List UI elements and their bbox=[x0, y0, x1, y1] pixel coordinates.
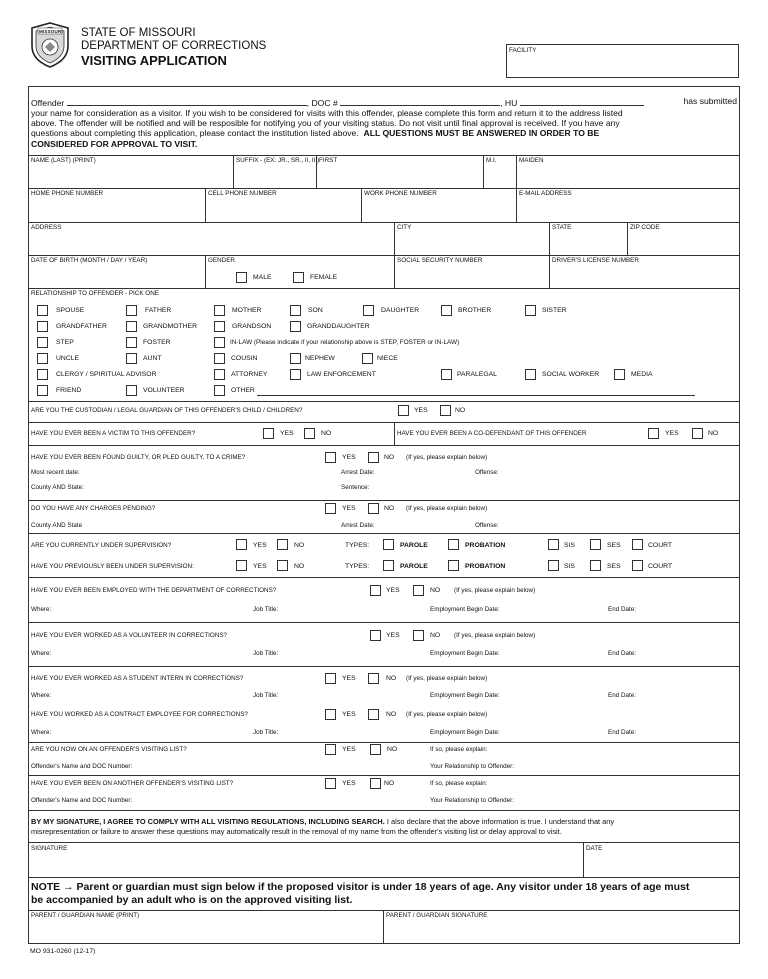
signature-statement-line2: misrepresentation or failure to answer these questions may automatically result in the removal of my name from the offender's visiting list or delay approval to visit. bbox=[31, 826, 562, 836]
brother-label: BROTHER bbox=[458, 307, 492, 314]
victim-no-label: NO bbox=[321, 430, 332, 437]
law-enforcement-label: LAW ENFORCEMENT bbox=[307, 371, 376, 378]
zip-field[interactable]: ZIP CODE bbox=[630, 224, 660, 231]
aunt-label: AUNT bbox=[143, 355, 162, 362]
sentence-field[interactable]: Sentence: bbox=[341, 484, 370, 491]
ssn-field[interactable]: SOCIAL SECURITY NUMBER bbox=[397, 257, 483, 264]
guilty-question: HAVE YOU EVER BEEN FOUND GUILTY, OR PLED GUILTY, TO A CRIME? bbox=[31, 454, 246, 461]
first-name-field[interactable]: FIRST bbox=[319, 157, 338, 164]
sister-label: SISTER bbox=[542, 307, 567, 314]
contract-end-date-field[interactable]: End Date: bbox=[608, 729, 637, 736]
brother-checkbox[interactable] bbox=[441, 305, 452, 316]
contract-where-field[interactable]: Where: bbox=[31, 729, 52, 736]
hu-label: , HU bbox=[500, 98, 518, 108]
custodian-yes-label: YES bbox=[414, 407, 428, 414]
other-list-no-label: NO bbox=[384, 780, 395, 787]
codefendant-yes-checkbox[interactable] bbox=[648, 428, 659, 439]
grandfather-label: GRANDFATHER bbox=[56, 323, 107, 330]
most-recent-date-field[interactable]: Most recent date: bbox=[31, 469, 80, 476]
note-line2: be accompanied by an adult who is on the approved visiting list. bbox=[31, 894, 353, 907]
other-list-if-so: If so, please explain: bbox=[430, 780, 488, 787]
female-checkbox[interactable] bbox=[293, 272, 304, 283]
note-line1: Parent or guardian must sign below if the proposed visitor is under 18 years of age. Any visitor under 18 years of age must bbox=[76, 881, 690, 893]
volunteer-checkbox[interactable] bbox=[126, 385, 137, 396]
note-text bbox=[31, 881, 737, 907]
on-list-relationship-field[interactable]: Your Relationship to Offender: bbox=[430, 763, 515, 770]
supervision-ses-label: SES bbox=[607, 542, 621, 549]
volunteer-yes-checkbox[interactable] bbox=[370, 630, 381, 641]
intern-end-date-field[interactable]: End Date: bbox=[608, 692, 637, 699]
intern-begin-date-field[interactable]: Employment Begin Date: bbox=[430, 692, 500, 699]
step-label: STEP bbox=[56, 339, 74, 346]
prev-supervision-parole-checkbox[interactable] bbox=[383, 560, 394, 571]
contract-yes-checkbox[interactable] bbox=[325, 709, 336, 720]
supervision-probation-checkbox[interactable] bbox=[448, 539, 459, 550]
victim-yes-checkbox[interactable] bbox=[263, 428, 274, 439]
victim-yes-label: YES bbox=[280, 430, 294, 437]
grandfather-checkbox[interactable] bbox=[37, 321, 48, 332]
contract-no-label: NO bbox=[386, 711, 397, 718]
contract-job-title-field[interactable]: Job Title: bbox=[253, 729, 279, 736]
contract-question: HAVE YOU WORKED AS A CONTRACT EMPLOYEE FOR CORRECTIONS? bbox=[31, 711, 248, 718]
parent-name-field[interactable]: PARENT / GUARDIAN NAME (PRINT) bbox=[31, 912, 140, 919]
grandson-checkbox[interactable] bbox=[214, 321, 225, 332]
pending-county-state-field[interactable]: County AND State bbox=[31, 522, 83, 529]
mother-checkbox[interactable] bbox=[214, 305, 225, 316]
relationship-label: RELATIONSHIP TO OFFENDER - PICK ONE bbox=[31, 290, 159, 297]
clergy-checkbox[interactable] bbox=[37, 369, 48, 380]
supervision-yes-label: YES bbox=[253, 542, 267, 549]
other-list-yes-checkbox[interactable] bbox=[325, 778, 336, 789]
contract-begin-date-field[interactable]: Employment Begin Date: bbox=[430, 729, 500, 736]
granddaughter-label: GRANDDAUGHTER bbox=[307, 323, 370, 330]
doc-label: , DOC # bbox=[306, 98, 338, 108]
prev-supervision-yes-label: YES bbox=[253, 563, 267, 570]
signature-field[interactable]: SIGNATURE bbox=[31, 845, 68, 852]
other-checkbox[interactable] bbox=[214, 385, 225, 396]
on-list-yes-label: YES bbox=[342, 746, 356, 753]
victim-no-checkbox[interactable] bbox=[304, 428, 315, 439]
cell-phone-field[interactable]: CELL PHONE NUMBER bbox=[208, 190, 277, 197]
prev-supervision-ses-label: SES bbox=[607, 563, 621, 570]
attorney-label: ATTORNEY bbox=[231, 371, 268, 378]
seal-text: MISSOURI bbox=[39, 29, 63, 34]
attorney-checkbox[interactable] bbox=[214, 369, 225, 380]
prev-supervision-ses-checkbox[interactable] bbox=[590, 560, 601, 571]
state-field[interactable]: STATE bbox=[552, 224, 572, 231]
other-label: OTHER bbox=[231, 387, 255, 394]
intern-no-label: NO bbox=[386, 675, 397, 682]
work-phone-field[interactable]: WORK PHONE NUMBER bbox=[364, 190, 437, 197]
signature-statement bbox=[31, 817, 737, 836]
other-text-field[interactable] bbox=[257, 395, 695, 396]
prev-supervision-sis-label: SIS bbox=[564, 563, 575, 570]
volunteer-where-field[interactable]: Where: bbox=[31, 650, 52, 657]
victim-question: HAVE YOU EVER BEEN A VICTIM TO THIS OFFENDER? bbox=[31, 430, 196, 437]
supervision-parole-label: PAROLE bbox=[400, 542, 428, 549]
signature-statement-bold: BY MY SIGNATURE, I AGREE TO COMPLY WITH ALL VISITING REGULATIONS, INCLUDING SEARCH. bbox=[31, 817, 385, 826]
intern-no-checkbox[interactable] bbox=[368, 673, 379, 684]
prev-supervision-no-label: NO bbox=[294, 563, 305, 570]
department-name: DEPARTMENT OF CORRECTIONS bbox=[81, 40, 267, 52]
spouse-label: SPOUSE bbox=[56, 307, 85, 314]
intro-line4: questions about completing this application, please contact the institution listed above. bbox=[31, 128, 359, 139]
gender-label: GENDER bbox=[208, 257, 235, 264]
missouri-seal-logo bbox=[30, 22, 70, 68]
on-list-no-checkbox[interactable] bbox=[370, 744, 381, 755]
on-list-offender-field[interactable]: Offender's Name and DOC Number: bbox=[31, 763, 133, 770]
supervision-sis-label: SIS bbox=[564, 542, 575, 549]
employed-no-label: NO bbox=[430, 587, 441, 594]
friend-checkbox[interactable] bbox=[37, 385, 48, 396]
step-checkbox[interactable] bbox=[37, 337, 48, 348]
pending-question: DO YOU HAVE ANY CHARGES PENDING? bbox=[31, 505, 156, 512]
other-list-no-checkbox[interactable] bbox=[370, 778, 381, 789]
intro-line2: your name for consideration as a visitor. If you wish to be considered for visits with this offender, please complete this form and return it to the address listed bbox=[31, 108, 623, 119]
supervision-no-checkbox[interactable] bbox=[277, 539, 288, 550]
supervision-no-label: NO bbox=[294, 542, 305, 549]
suffix-field[interactable]: SUFFIX - (EX: JR., SR., II, III) bbox=[236, 157, 320, 164]
prev-supervision-sis-checkbox[interactable] bbox=[548, 560, 559, 571]
custodian-yes-checkbox[interactable] bbox=[398, 405, 409, 416]
custodian-no-checkbox[interactable] bbox=[440, 405, 451, 416]
inlaw-checkbox[interactable] bbox=[214, 337, 225, 348]
volunteer-begin-date-field[interactable]: Employment Begin Date: bbox=[430, 650, 500, 657]
son-label: SON bbox=[308, 307, 323, 314]
father-label: FATHER bbox=[145, 307, 172, 314]
on-list-no-label: NO bbox=[387, 746, 398, 753]
dob-field[interactable]: DATE OF BIRTH (MONTH / DAY / YEAR) bbox=[31, 257, 148, 264]
submitted-text: has submitted bbox=[683, 96, 737, 106]
pending-no-label: NO bbox=[384, 505, 395, 512]
volunteer-explain: (If yes, please explain below) bbox=[454, 632, 536, 639]
county-state-field[interactable]: County AND State: bbox=[31, 484, 84, 491]
uncle-checkbox[interactable] bbox=[37, 353, 48, 364]
prev-supervision-question: HAVE YOU PREVIOUSLY BEEN UNDER SUPERVISION: bbox=[31, 563, 194, 570]
facility-box[interactable] bbox=[506, 44, 739, 78]
grandson-label: GRANDSON bbox=[232, 323, 272, 330]
offender-label: Offender bbox=[31, 98, 65, 108]
supervision-ses-checkbox[interactable] bbox=[590, 539, 601, 550]
paralegal-checkbox[interactable] bbox=[441, 369, 452, 380]
volunteer-yes-label: YES bbox=[386, 632, 400, 639]
doc-number-field[interactable] bbox=[340, 96, 500, 106]
aunt-checkbox[interactable] bbox=[126, 353, 137, 364]
mother-label: MOTHER bbox=[232, 307, 262, 314]
email-field[interactable]: E-MAIL ADDRESS bbox=[519, 190, 572, 197]
supervision-court-checkbox[interactable] bbox=[632, 539, 643, 550]
intern-question: HAVE YOU EVER WORKED AS A STUDENT INTERN IN CORRECTIONS? bbox=[31, 675, 244, 682]
paralegal-label: PARALEGAL bbox=[457, 371, 497, 378]
codefendant-no-label: NO bbox=[708, 430, 719, 437]
son-checkbox[interactable] bbox=[290, 305, 301, 316]
cousin-checkbox[interactable] bbox=[214, 353, 225, 364]
on-list-if-so: If so, please explain: bbox=[430, 746, 488, 753]
parent-signature-field[interactable]: PARENT / GUARDIAN SIGNATURE bbox=[386, 912, 488, 919]
prev-supervision-court-label: COURT bbox=[648, 563, 673, 570]
guilty-yes-label: YES bbox=[342, 454, 356, 461]
employed-explain: (If yes, please explain below) bbox=[454, 587, 536, 594]
form-number: MO 931-0260 (12-17) bbox=[30, 948, 96, 955]
employed-yes-label: YES bbox=[386, 587, 400, 594]
uncle-label: UNCLE bbox=[56, 355, 80, 362]
foster-label: FOSTER bbox=[143, 339, 171, 346]
prev-supervision-probation-label: PROBATION bbox=[465, 563, 506, 570]
on-list-yes-checkbox[interactable] bbox=[325, 744, 336, 755]
contract-no-checkbox[interactable] bbox=[368, 709, 379, 720]
employed-doc-question: HAVE YOU EVER BEEN EMPLOYED WITH THE DEPARTMENT OF CORRECTIONS? bbox=[31, 587, 277, 594]
prev-supervision-no-checkbox[interactable] bbox=[277, 560, 288, 571]
volunteer-question: HAVE YOU EVER WORKED AS A VOLUNTEER IN CORRECTIONS? bbox=[31, 632, 228, 639]
intern-where-field[interactable]: Where: bbox=[31, 692, 52, 699]
employed-job-title-field[interactable]: Job Title: bbox=[253, 606, 279, 613]
arrest-date-field[interactable]: Arrest Date: bbox=[341, 469, 375, 476]
employed-yes-checkbox[interactable] bbox=[370, 585, 381, 596]
maiden-name-field[interactable]: MAIDEN bbox=[519, 157, 544, 164]
codefendant-no-checkbox[interactable] bbox=[692, 428, 703, 439]
volunteer-label: VOLUNTEER bbox=[143, 387, 185, 394]
custodian-question: ARE YOU THE CUSTODIAN / LEGAL GUARDIAN OF THIS OFFENDER'S CHILD / CHILDREN? bbox=[31, 407, 303, 414]
daughter-label: DAUGHTER bbox=[381, 307, 420, 314]
volunteer-job-title-field[interactable]: Job Title: bbox=[253, 650, 279, 657]
nephew-label: NEPHEW bbox=[305, 355, 335, 362]
male-label: MALE bbox=[253, 274, 272, 281]
employed-where-field[interactable]: Where: bbox=[31, 606, 52, 613]
arrow-right-icon: → bbox=[63, 881, 74, 893]
intern-job-title-field[interactable]: Job Title: bbox=[253, 692, 279, 699]
male-checkbox[interactable] bbox=[236, 272, 247, 283]
foster-checkbox[interactable] bbox=[126, 337, 137, 348]
other-list-yes-label: YES bbox=[342, 780, 356, 787]
city-field[interactable]: CITY bbox=[397, 224, 412, 231]
employed-end-date-field[interactable]: End Date: bbox=[608, 606, 637, 613]
pending-offense-field[interactable]: Offense: bbox=[475, 522, 499, 529]
daughter-checkbox[interactable] bbox=[363, 305, 374, 316]
signature-statement-rest: I also declare that the above information is true. I understand that any bbox=[384, 817, 615, 826]
offense-field[interactable]: Offense: bbox=[475, 469, 499, 476]
supervision-probation-label: PROBATION bbox=[465, 542, 506, 549]
volunteer-end-date-field[interactable]: End Date: bbox=[608, 650, 637, 657]
intro-paragraph bbox=[31, 96, 737, 149]
volunteer-no-label: NO bbox=[430, 632, 441, 639]
niece-label: NIECE bbox=[377, 355, 398, 362]
social-worker-checkbox[interactable] bbox=[525, 369, 536, 380]
other-list-offender-field[interactable]: Offender's Name and DOC Number: bbox=[31, 797, 133, 804]
inlaw-label: IN-LAW (Please indicate if your relationship above is STEP, FOSTER or IN-LAW) bbox=[230, 339, 460, 346]
page-title: VISITING APPLICATION bbox=[81, 53, 227, 68]
supervision-yes-checkbox[interactable] bbox=[236, 539, 247, 550]
law-enforcement-checkbox[interactable] bbox=[290, 369, 301, 380]
guilty-no-label: NO bbox=[384, 454, 395, 461]
note-label: NOTE bbox=[31, 881, 61, 893]
codefendant-yes-label: YES bbox=[665, 430, 679, 437]
contract-yes-label: YES bbox=[342, 711, 356, 718]
home-phone-field[interactable]: HOME PHONE NUMBER bbox=[31, 190, 104, 197]
offender-name-field[interactable] bbox=[67, 96, 307, 106]
volunteer-no-checkbox[interactable] bbox=[413, 630, 424, 641]
sister-checkbox[interactable] bbox=[525, 305, 536, 316]
form-border bbox=[28, 86, 740, 944]
intro-warning: ALL QUESTIONS MUST BE ANSWERED IN ORDER TO BE bbox=[363, 128, 600, 139]
prev-supervision-probation-checkbox[interactable] bbox=[448, 560, 459, 571]
codefendant-question: HAVE YOU EVER BEEN A CO-DEFENDANT OF THIS OFFENDER bbox=[397, 430, 587, 437]
friend-label: FRIEND bbox=[56, 387, 82, 394]
other-list-relationship-field[interactable]: Your Relationship to Offender: bbox=[430, 797, 515, 804]
intern-yes-checkbox[interactable] bbox=[325, 673, 336, 684]
spouse-checkbox[interactable] bbox=[37, 305, 48, 316]
social-worker-label: SOCIAL WORKER bbox=[542, 371, 600, 378]
guilty-no-checkbox[interactable] bbox=[368, 452, 379, 463]
prev-supervision-types-label: TYPES: bbox=[345, 563, 370, 570]
custodian-no-label: NO bbox=[455, 407, 466, 414]
supervision-types-label: TYPES: bbox=[345, 542, 370, 549]
middle-initial-field[interactable]: M.I. bbox=[486, 157, 497, 164]
pending-yes-label: YES bbox=[342, 505, 356, 512]
address-field[interactable]: ADDRESS bbox=[31, 224, 62, 231]
female-label: FEMALE bbox=[310, 274, 338, 281]
intro-line3: above. The offender will be notified and will be resposible for notifying you of your visiting status. Do not visit until final approval is received. If you have any bbox=[31, 118, 620, 129]
prev-supervision-yes-checkbox[interactable] bbox=[236, 560, 247, 571]
supervision-court-label: COURT bbox=[648, 542, 673, 549]
intern-explain: (If yes, please explain below) bbox=[406, 675, 488, 682]
pending-arrest-date-field[interactable]: Arrest Date: bbox=[341, 522, 375, 529]
intro-warning-2: CONSIDERED FOR APPROVAL TO VISIT. bbox=[31, 138, 198, 149]
date-field[interactable]: DATE bbox=[586, 845, 603, 852]
employed-no-checkbox[interactable] bbox=[413, 585, 424, 596]
granddaughter-checkbox[interactable] bbox=[290, 321, 301, 332]
prev-supervision-court-checkbox[interactable] bbox=[632, 560, 643, 571]
grandmother-label: GRANDMOTHER bbox=[143, 323, 197, 330]
employed-begin-date-field[interactable]: Employment Begin Date: bbox=[430, 606, 500, 613]
state-name: STATE OF MISSOURI bbox=[81, 27, 196, 39]
supervision-parole-checkbox[interactable] bbox=[383, 539, 394, 550]
name-last-field[interactable]: NAME (LAST) (PRINT) bbox=[31, 157, 96, 164]
nephew-checkbox[interactable] bbox=[290, 353, 301, 364]
other-list-question: HAVE YOU EVER BEEN ON ANOTHER OFFENDER'S VISITING LIST? bbox=[31, 780, 234, 787]
clergy-label: CLERGY / SPIRITUAL ADVISOR bbox=[56, 371, 157, 378]
facility-label: FACILITY bbox=[509, 47, 537, 54]
guilty-yes-checkbox[interactable] bbox=[325, 452, 336, 463]
contract-explain: (If yes, please explain below) bbox=[406, 711, 488, 718]
on-list-question: ARE YOU NOW ON AN OFFENDER'S VISITING LIST? bbox=[31, 746, 187, 753]
niece-checkbox[interactable] bbox=[362, 353, 373, 364]
pending-explain: (If yes, please explain below) bbox=[406, 505, 488, 512]
supervision-sis-checkbox[interactable] bbox=[548, 539, 559, 550]
guilty-explain: (If yes, please explain below) bbox=[406, 454, 488, 461]
hu-field[interactable] bbox=[520, 96, 644, 106]
media-checkbox[interactable] bbox=[614, 369, 625, 380]
intern-yes-label: YES bbox=[342, 675, 356, 682]
media-label: MEDIA bbox=[631, 371, 653, 378]
prev-supervision-parole-label: PAROLE bbox=[400, 563, 428, 570]
pending-yes-checkbox[interactable] bbox=[325, 503, 336, 514]
drivers-license-field[interactable]: DRIVER'S LICENSE NUMBER bbox=[552, 257, 639, 264]
grandmother-checkbox[interactable] bbox=[126, 321, 137, 332]
cousin-label: COUSIN bbox=[231, 355, 258, 362]
supervision-question: ARE YOU CURRENTLY UNDER SUPERVISION? bbox=[31, 542, 172, 549]
father-checkbox[interactable] bbox=[126, 305, 137, 316]
pending-no-checkbox[interactable] bbox=[368, 503, 379, 514]
